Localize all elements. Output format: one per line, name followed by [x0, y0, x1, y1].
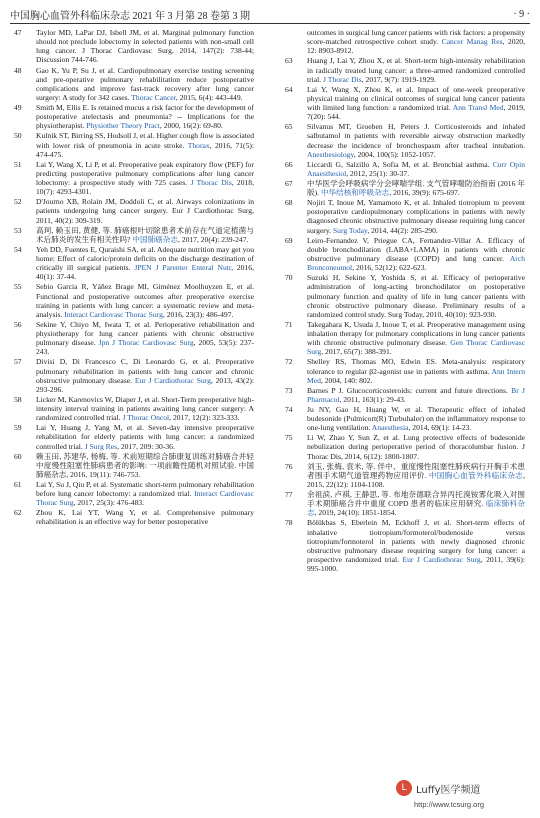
reference-citation: , 2016, 23(3): 486-497. [162, 309, 234, 319]
reference-body: Barnes P J. Glucocorticosteroids: current and future directions. [307, 385, 508, 395]
reference-text [36, 282, 254, 319]
reference-text [307, 357, 525, 384]
journal-link[interactable]: J Thorac Dis [323, 74, 362, 84]
reference-number: 74 [285, 404, 293, 414]
reference-column-left [14, 28, 254, 528]
reference-number: 56 [14, 319, 22, 329]
reference-item [285, 357, 525, 384]
reference-body: Lai Y, Huang J, Yang M, et al. Seven-day intensive preoperative rehabilitation for elderly patients with lung cancer: a randomized controlled trial. [36, 423, 254, 451]
reference-item [285, 433, 525, 460]
reference-text [307, 518, 525, 573]
reference-number: 50 [14, 131, 22, 141]
reference-item [285, 405, 525, 432]
reference-number: 49 [14, 103, 22, 113]
reference-body: Yeh DD, Fuentes E, Quraishi SA, et al. Adequate nutrition may get you home: Effect of caloric/protein deficits on the discharge destination of critically ill surgical patients. [36, 244, 254, 273]
reference-number: 71 [285, 319, 293, 329]
reference-citation: , 2004, 140: 802. [320, 375, 373, 385]
journal-link[interactable]: Gen Thorac Cardiovasc Surg [307, 338, 525, 357]
reference-number: 53 [14, 225, 22, 235]
header-rule [10, 23, 530, 24]
running-header [10, 5, 530, 23]
reference-body: Leiro-Fernandez V, Priegue CA, Fernandez-Villar A. Efficacy of double bronchodilation (LABA+LAMA) in patients with chronic obstructive pulmonary disease (COPD) and lung cancer. [307, 235, 525, 263]
reference-number: 63 [285, 56, 293, 66]
reference-text [307, 236, 525, 273]
reference-number: 73 [285, 385, 293, 395]
reference-item [285, 236, 525, 273]
reference-text [36, 480, 254, 507]
reference-body: Nojiri T, Inoue M, Yamamoto K, et al. Inhaled tiotropium to prevent postoperative cardiopulmonary complications in patients with newly diagnosed chronic obstructive pulmonary disease requiring lung cancer surgery. [307, 198, 525, 235]
reference-text [36, 508, 254, 526]
reference-text [36, 245, 254, 282]
journal-link[interactable]: Thorax [187, 140, 210, 150]
reference-text [307, 433, 525, 460]
journal-link[interactable]: Cancer Manag Res [441, 37, 503, 47]
reference-citation: , 2017, 209: 30-36. [117, 441, 175, 451]
reference-body: Licker M, Karenovics W, Diaper J, et al. Short-Term preoperative high-intensity interval training in patients awaiting lung cancer surgery: A randomized controlled trial. [36, 394, 254, 423]
reference-item [14, 28, 254, 65]
journal-link[interactable]: J Thorac Oncol [122, 413, 170, 423]
reference-text [307, 122, 525, 159]
reference-item [285, 320, 525, 357]
reference-number: 68 [285, 198, 293, 208]
reference-item [285, 28, 525, 55]
reference-body: Sekine Y, Chiyo M, Iwata T, et al. Perioperative rehabilitation and physiotherapy for lung cancer patients with chronic obstructive pulmonary disease. [36, 319, 254, 348]
reference-number: 66 [285, 159, 293, 169]
reference-citation: , 2004, 100(5): 1052-1057. [353, 149, 436, 159]
reference-item [14, 357, 254, 394]
reference-citation: , 2016, 52(12): 622-623. [352, 263, 427, 273]
reference-body: Lai Y, Wang X, Zhou K, et al. Impact of one-week preoperative physical training on clinical outcomes of surgical lung cancer patients with limited lung function: a randomized trial. [307, 84, 525, 113]
reference-body: Suzuki H, Sekine Y, Yoshida S, et al. Efficacy of perioperative administration of long-acting bronchodilator on postoperative pulmonary function and quality of life in lung cancer patients with chronic obstructive pulmonary disease. Preliminary results of a randomized control study. Surg Today, 2010, 40(10): 923-930. [307, 273, 525, 319]
reference-number: 69 [285, 235, 293, 245]
reference-citation: , 2018, 10(7): 4293-4301. [36, 178, 254, 197]
reference-body: Lai Y, Wang X, Li P, et al. Preoperative peak expiratory flow (PEF) for predicting postoperative pulmonary complications after lung cancer lobectomy: a prospective study with 725 cases. [36, 159, 254, 188]
reference-item [285, 160, 525, 178]
reference-number: 65 [285, 122, 293, 132]
reference-text [307, 28, 525, 55]
reference-body: Taylor MD, LaPar DJ, Isbell JM, et al. Marginal pulmonary function should not preclude lobectomy in selected patients with non-small cell lung cancer. J Thorac Cardiovasc Surg, 2014, 147(2): 738-44; Discussion 744-746. [36, 28, 254, 65]
reference-citation: , 2017, 20(4): 239-247. [177, 234, 249, 244]
reference-text [36, 320, 254, 357]
reference-body: outcomes in surgical lung cancer patients with risk factors: a propensity score-matched retrospective cohort study. [307, 28, 525, 47]
reference-item [285, 179, 525, 197]
reference-text [307, 490, 525, 517]
reference-body: Sebio Garcia R, Yáñez Brage MI, Giménez Moolhuyzen E, et al. Functional and postoperative outcomes after preoperative exercise training in patients with lung cancer: a systematic review and meta-analysis. [36, 282, 254, 319]
reference-number: 48 [14, 65, 22, 75]
reference-body: Zhou K, Lai YT, Wang Y, et al. Comprehensive pulmonary rehabilitation is an effective way for better postoperative [36, 508, 254, 527]
journal-link[interactable]: Jpn J Thorac Cardiovasc Surg [98, 338, 194, 348]
reference-body: Shelley RS, Thomas MO, Edwin ES. Meta-analysis: respiratory tolerance to regular β2-agonist use in patients with asthma. [307, 357, 525, 376]
reference-number: 51 [14, 159, 22, 169]
journal-link[interactable]: Surg Today [332, 225, 368, 235]
reference-body: 刘玉, 张梅, 袁米, 等. 伴中、重度慢性阻塞性肺疾病行开胸手术患者围手术期气道管理药物应用评价. [307, 461, 525, 480]
reference-text [307, 85, 525, 122]
reference-text [36, 452, 254, 479]
reference-body: 中华医学会呼吸病学分会哮喘学组. 支气管哮喘防治指南 (2016 年版). [307, 178, 525, 198]
reference-item [14, 282, 254, 319]
reference-body: Bölükbas S, Eberlein M, Eckhoff J, et al. Short-term effects of inhalative tiotropium/formoterol/budenoside versus tiotropium/formoterol in patients with newly diagnosed chronic obstructive pulmonary disease requiring surgery for lung cancer: a prospective randomized trial. [307, 518, 525, 564]
reference-number: 70 [285, 273, 293, 283]
journal-link[interactable]: JPEN J Parenter Enteral Nutr [134, 263, 232, 273]
reference-citation: , 2011, 163(1): 29-43. [339, 394, 406, 404]
reference-citation: , 2005, 53(5): 237-243. [36, 338, 254, 357]
watermark-name: Luffy医学频道 [416, 785, 481, 796]
reference-item [14, 508, 254, 526]
reference-number: 57 [14, 357, 22, 367]
reference-citation: , 2017, 9(7): 1919-1929. [361, 74, 436, 84]
reference-body: Divisi D, Di Francesco C, Di Leonardo G, et al. Preoperative pulmonary rehabilitation in patients with lung cancer and chronic obstructive pulmonary disease. [36, 357, 254, 385]
reference-body: 余祖滨, 卢祺, 王静思, 等. 布地奈德联合异丙托溴铵雾化吸入对围手术期肺癌合并中重度 COPD 患者的临床应用研究. [307, 490, 525, 509]
reference-number [285, 28, 307, 55]
reference-citation: , 2013, 43(2): 293-296. [36, 375, 255, 394]
reference-body: Gao K, Yu P, Su J, et al. Cardiopulmonary exercise testing screening and pre-operative pulmonary rehabilitation reduce postoperative complications and improve fast-track recovery after lung cancer surgery: A study for 342 cases. [36, 65, 254, 102]
reference-item [14, 226, 254, 244]
watermark-url: http://www.tcsurg.org [414, 800, 485, 809]
reference-item [14, 320, 254, 357]
page-number: · 9 · [513, 8, 530, 20]
reference-citation: , 2012, 25(1): 30-37. [346, 168, 410, 178]
reference-number: 62 [14, 508, 22, 518]
watermark [392, 776, 532, 814]
reference-item [285, 198, 525, 235]
journal-link[interactable]: Eur J Cardiothorac Surg [402, 555, 481, 564]
journal-link[interactable]: Anaesthesia [371, 423, 409, 433]
reference-citation: , 2016, 39(9): 675-697. [389, 188, 460, 198]
reference-citation: , 2015, 22(12): 1104-1108. [307, 470, 525, 489]
reference-body: Huang J, Lai Y, Zhou X, et al. Short-term high-intensity rehabilitation in radically treated lung cancer: a three-armed randomized controlled trial. [307, 56, 525, 84]
reference-item [285, 56, 525, 83]
reference-citation: , 2016, 40(1): 37-44. [36, 263, 254, 282]
reference-item [285, 273, 525, 319]
reference-item [14, 197, 254, 224]
reference-text [36, 103, 254, 130]
journal-link[interactable]: J Thorac Dis [190, 178, 232, 188]
journal-link[interactable]: 中国肺癌杂志 [132, 234, 178, 244]
reference-citation: , 2014, 69(1): 14-23. [408, 423, 472, 433]
reference-number: 58 [14, 394, 22, 404]
reference-item [14, 131, 254, 158]
reference-item [14, 103, 254, 130]
reference-body: Liccardi G, Salzillo A, Sofia M, et al. Bronchial asthma. [307, 159, 490, 169]
reference-number: 64 [285, 84, 293, 94]
reference-item [285, 462, 525, 489]
reference-number: 54 [14, 244, 22, 254]
journal-link[interactable]: Thorac Cancer [131, 92, 176, 102]
reference-item [14, 423, 254, 450]
journal-link[interactable]: Br J Pharmacol [307, 385, 525, 404]
reference-number: 76 [285, 461, 293, 471]
reference-text [307, 462, 525, 489]
reference-citation: , 2019, 7(20): 544. [307, 103, 525, 122]
reference-text [36, 66, 254, 103]
reference-body: D'Journo XB, Rolain JM, Doddoli C, et al. Airways colonizations in patients undergoing lung cancer surgery. Eur J Cardiothorac Surg, 2011, 40(2): 309-319. [36, 197, 254, 225]
reference-citation: , 2020, 12: 8903-8912. [307, 37, 525, 56]
reference-column-right [285, 28, 525, 574]
reference-citation: , 2011, 39(6): 995-1000. [307, 555, 525, 574]
reference-number: 61 [14, 479, 22, 489]
journal-link[interactable]: Anesthesiology [307, 149, 354, 159]
reference-number: 67 [285, 178, 293, 188]
reference-text [307, 179, 525, 197]
reference-text [36, 197, 254, 224]
reference-text [307, 405, 525, 432]
reference-item [14, 395, 254, 422]
reference-text [36, 395, 254, 422]
reference-text [307, 198, 525, 235]
reference-text [36, 131, 254, 158]
reference-body: 赖玉田, 苏建华, 杨梅, 等. 术前短期综合肺康复训练对肺癌合并轻中度慢性阻塞性肺病患者的影响: 一项前瞻性随机对照试验. 中国肺癌杂志, 2016, 19(11): 746-753. [36, 451, 254, 479]
reference-citation: , 2015, 6(4): 443-449. [175, 92, 243, 102]
journal-link[interactable]: Physiother Theory Pract [86, 121, 160, 131]
reference-item [285, 122, 525, 159]
reference-number: 59 [14, 423, 22, 433]
journal-link[interactable]: 临床肺科杂志 [307, 499, 525, 518]
reference-item [285, 490, 525, 517]
watermark-logo-icon: L [396, 780, 412, 796]
reference-item [285, 386, 525, 404]
reference-text [36, 160, 254, 197]
journal-title: 中国胸心血管外科临床杂志 2021 年 3 月第 28 卷第 3 期 [10, 10, 250, 22]
journal-link[interactable]: Interact Cardiovasc Thorac Surg [64, 309, 163, 319]
reference-body: Silvanus MT, Groeben H, Peters J. Corticosteroids and inhaled salbutamol in patients with reversible airway obstruction markedly decrease the incidence of bronchospasm after tracheal intubation. [307, 122, 525, 150]
journal-link[interactable]: 中华结核和呼吸杂志 [320, 188, 390, 198]
reference-number: 47 [14, 28, 22, 37]
reference-citation: , 2019, 24(10): 1851-1854. [314, 508, 397, 518]
journal-link[interactable]: Interact Cardiovasc Thorac Surg [36, 489, 254, 508]
reference-citation: , 2017, 25(3): 476-483. [73, 498, 145, 508]
reference-number: 60 [14, 451, 22, 461]
reference-number: 55 [14, 282, 22, 292]
reference-text [36, 423, 254, 450]
reference-citation: , 2014, 44(2): 285-290. [367, 225, 438, 235]
reference-citation: , 2000, 16(2): 69-80. [159, 121, 223, 131]
journal-link[interactable]: Eur J Cardiothorac Surg [134, 375, 211, 385]
journal-link[interactable]: Ann Intern Med [307, 366, 526, 385]
reference-body: 高珂, 赖玉田, 黄健, 等. 肺癌根叶切除患者术前存在气道定植菌与术后肺炎的发生有相关性吗? [36, 225, 254, 244]
reference-text [307, 160, 525, 178]
reference-text [307, 56, 525, 83]
journal-link[interactable]: Arch Bronconeumol [307, 253, 525, 273]
reference-body: Ju NY, Gao H, Huang W, et al. Therapeutic effect of inhaled budesonide (Pulmicort(R) Turbuhaler) on the inflammatory response to one-lung ventilation. [307, 404, 525, 433]
reference-item [14, 66, 254, 103]
reference-number: 52 [14, 197, 22, 207]
reference-body: Kulnik ST, Birring SS, Hodsoll J, et al. Higher cough flow is associated with lower risk of pneumonia in acute stroke. [36, 131, 254, 150]
reference-citation: , 2017, 12(2): 323-333. [169, 413, 240, 423]
reference-item [14, 160, 254, 197]
reference-text [307, 273, 525, 319]
reference-text [307, 320, 525, 357]
journal-link[interactable]: Curr Opin Anaesthesiol [307, 159, 525, 178]
reference-citation: , 2016, 71(5): 474-475. [36, 140, 255, 159]
reference-text [307, 386, 525, 404]
reference-body: Lai Y, Su J, Qiu P, et al. Systematic short-term pulmonary rehabilitation before lung cancer lobectomy: a randomized trial. [36, 479, 254, 499]
reference-number: 78 [285, 518, 293, 528]
reference-citation: , 2017, 65(7): 388-391. [321, 347, 392, 357]
reference-text [36, 226, 254, 244]
reference-body: Smith M, Ellis E. Is retained mucus a risk factor for the development of postoperative atelectasis and pneumonia? -- Implications for the physiotherapist. [36, 103, 254, 131]
reference-body: Takegahara K, Usuda J, Inoue T, et al. Preoperative management using inhalation therapy for pulmonary complications in lung cancer patients with chronic obstructive pulmonary disease. [307, 319, 525, 348]
journal-link[interactable]: J Surg Res [84, 441, 118, 451]
journal-link[interactable]: 中国胸心血管外科临床杂志 [428, 470, 524, 480]
reference-item [285, 518, 525, 573]
reference-number: 75 [285, 433, 293, 443]
reference-item [14, 480, 254, 507]
reference-text [36, 28, 254, 65]
reference-number: 77 [285, 490, 293, 500]
reference-item [285, 85, 525, 122]
reference-item [14, 245, 254, 282]
journal-link[interactable]: Ann Transl Med [452, 103, 504, 113]
reference-item [14, 452, 254, 479]
reference-text [36, 357, 254, 394]
reference-number: 72 [285, 357, 293, 367]
reference-body: Li W, Zhao Y, Sun Z, et al. Lung protective effects of budesonide nebulization during perioperative period of thoracolumbar fusion. J Thorac Dis, 2014, 6(12): 1800-1807. [307, 433, 525, 461]
